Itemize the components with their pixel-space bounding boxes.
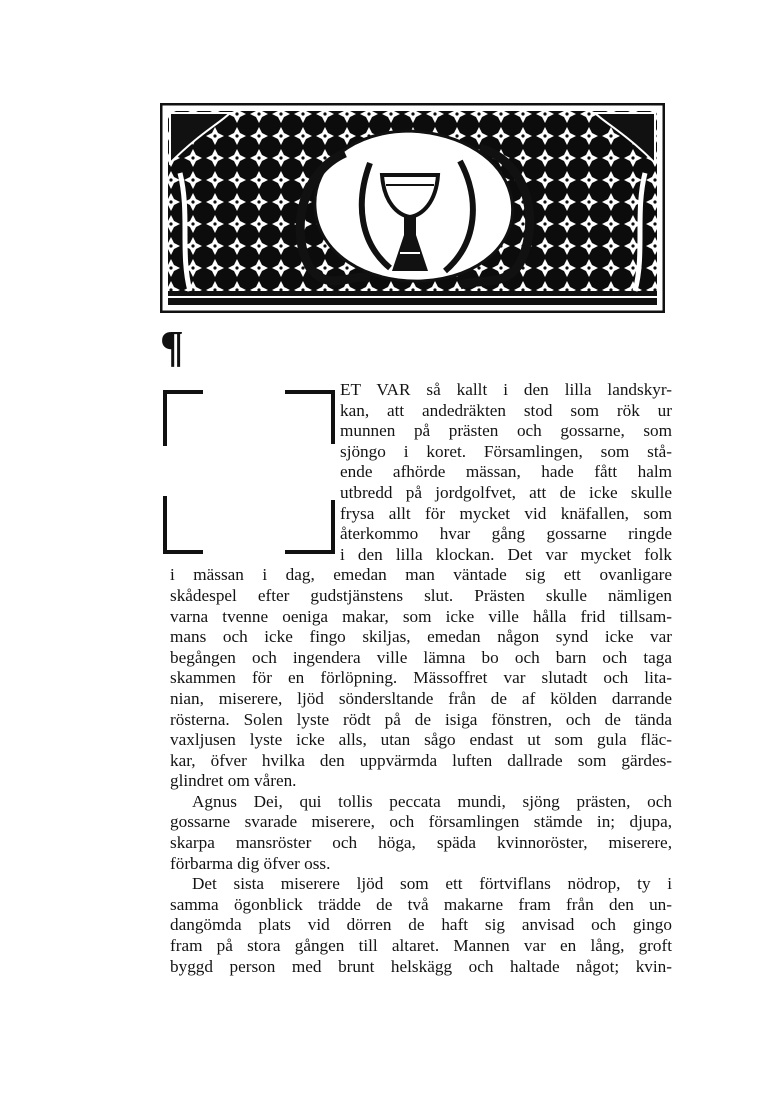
text-line: skådespel efter gudstjänstens slut. Prästen skulle nämligen	[170, 585, 672, 605]
pilcrow-mark: ¶	[160, 322, 184, 371]
text-line: frysa allt för mycket vid knäfallen, som	[340, 503, 672, 523]
text-line: Det sista miserere ljöd som ett förtviflans nödrop, ty i	[192, 874, 672, 894]
text-line: rösterna. Solen lyste rödt på de isiga fönstren, och de tända	[170, 709, 672, 729]
text-line: samma ögonblick trädde de två makarne fram från den un-	[170, 894, 672, 914]
text-line: skammen för en förlöpning. Mässoffret var slutadt och lita-	[170, 668, 672, 688]
text-line: skarpa mansröster och höga, späda kvinnoröster, miserere,	[170, 833, 672, 853]
text-line: gossarne svarade miserere, och församlingen stämde in; djupa,	[170, 812, 672, 832]
text-line: dangömda plats vid dörren de haft sig anvisad och gingo	[170, 915, 672, 935]
text-line: vaxljusen lyste icke alls, utan sågo endast ut som gula fläc-	[170, 730, 672, 750]
text-line: kan, att andedräkten stod som rök ur	[340, 400, 672, 420]
text-line: begången och ingendera ville lämna bo och barn och taga	[170, 647, 672, 667]
text-line: ET VAR så kallt i den lilla landskyr-	[340, 380, 672, 399]
chalice-woodcut-ornament	[160, 103, 665, 313]
text-line: sjöngo i koret. Församlingen, som stå-	[340, 441, 672, 461]
text-line: kar, öfver hvilka den uppvärmda luften dallrade som gärdes-	[170, 750, 672, 770]
text-line: Agnus Dei, qui tollis peccata mundi, sjöng prästen, och	[192, 791, 672, 811]
text-line: ende afhörde mässan, hade fått halm	[340, 462, 672, 482]
text-line: mans och icke fingo skiljas, emedan någon synd icke var	[170, 627, 672, 647]
text-line: varna tvenne oeniga makar, som icke ville hålla frid tillsam-	[170, 606, 672, 626]
text-line: i den lilla klockan. Det var mycket folk	[340, 544, 672, 564]
text-line: munnen på prästen och gossarne, som	[340, 421, 672, 441]
text-line: nian, miserere, ljöd söndersltande från de af kölden darrande	[170, 688, 672, 708]
text-line: byggd person med brunt helskägg och haltade något; kvin-	[170, 956, 672, 976]
text-line: utbredd på jordgolfvet, att de icke skulle	[340, 482, 672, 502]
body-text	[170, 380, 672, 977]
text-line: glindret om våren.	[170, 771, 297, 791]
text-line: förbarma dig öfver oss.	[170, 853, 331, 873]
text-line: fram på stora gången till altaret. Mannen var en lång, groft	[170, 936, 672, 956]
text-line: återkommo hvar gång gossarne ringde	[340, 524, 672, 544]
text-line: i mässan i dag, emedan man väntade sig ett ovanligare	[170, 565, 672, 585]
